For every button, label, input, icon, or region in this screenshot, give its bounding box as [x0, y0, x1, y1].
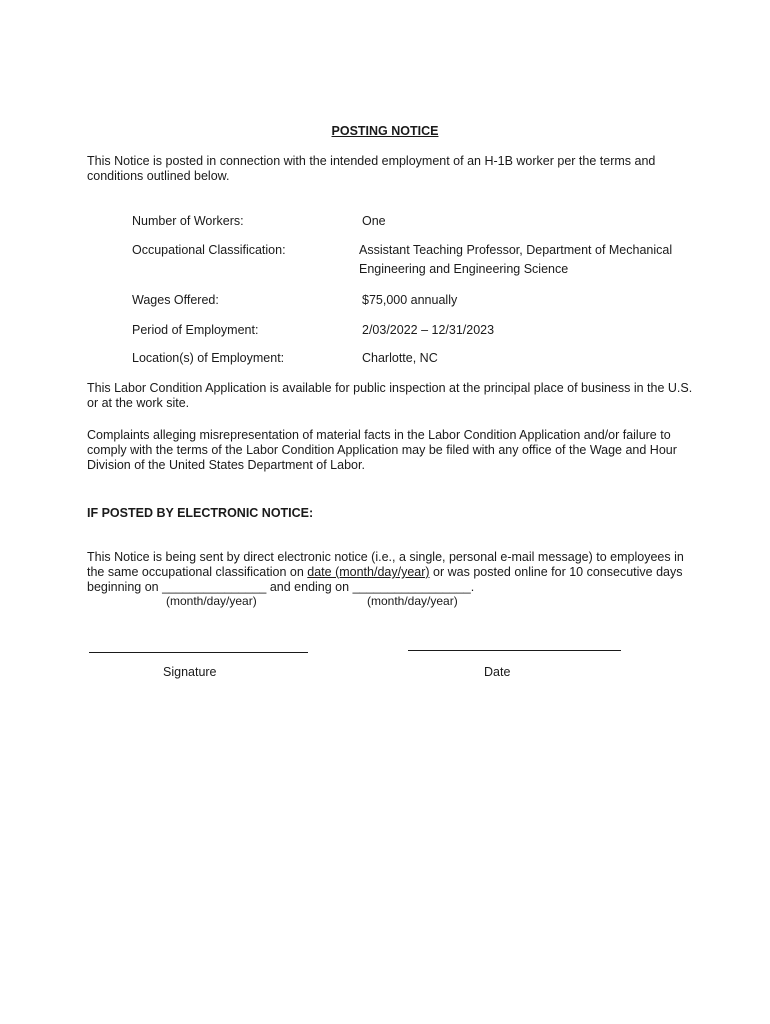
- electronic-text-date: date (month/day/year): [307, 565, 430, 579]
- intro-paragraph: This Notice is posted in connection with the intended employment of an H-1B worker per the terms and conditions outlined below.: [87, 154, 656, 183]
- begin-date-blank: _______________: [162, 580, 267, 594]
- end-date-caption: (month/day/year): [367, 594, 458, 608]
- field-label-wages: Wages Offered:: [132, 293, 219, 307]
- electronic-text-part1: This Notice is being sent by direct electronic notice (i.e., a single, personal e-mail message) to employees in the same occupational classification on: [87, 550, 684, 579]
- electronic-text-part3: and ending on: [266, 580, 353, 594]
- field-label-classification: Occupational Classification:: [132, 243, 286, 257]
- begin-date-caption: (month/day/year): [166, 594, 257, 608]
- field-label-workers: Number of Workers:: [132, 214, 244, 228]
- electronic-text-end: .: [470, 580, 475, 594]
- electronic-notice-paragraph: [87, 550, 697, 595]
- date-label: Date: [484, 665, 511, 679]
- electronic-text-part2: or was posted online for 10 consecutive days beginning on: [87, 565, 683, 594]
- field-value-classification: Assistant Teaching Professor, Department of Mechanical Engineering and Engineering Science: [359, 243, 673, 276]
- availability-paragraph: This Labor Condition Application is available for public inspection at the principal place of business in the U.S. or at the work site.: [87, 381, 693, 410]
- field-value-wages: $75,000 annually: [362, 293, 458, 307]
- field-value-location: Charlotte, NC: [362, 351, 438, 365]
- electronic-notice-heading: IF POSTED BY ELECTRONIC NOTICE:: [87, 506, 314, 520]
- signature-label: Signature: [163, 665, 217, 679]
- field-value-period: 2/03/2022 – 12/31/2023: [362, 323, 495, 337]
- field-label-location: Location(s) of Employment:: [132, 351, 285, 365]
- field-value-workers: One: [362, 214, 386, 228]
- date-line: [408, 650, 621, 651]
- page-title: POSTING NOTICE: [331, 124, 439, 138]
- complaints-paragraph: Complaints alleging misrepresentation of material facts in the Labor Condition Application and/or failure to comply with the terms of the Labor Condition Application may be filed with any office of the Wage and Hour Division of the United States Department of Labor.: [87, 428, 677, 472]
- field-label-period: Period of Employment:: [132, 323, 259, 337]
- end-date-blank: _________________: [352, 580, 471, 594]
- signature-line: [89, 652, 308, 653]
